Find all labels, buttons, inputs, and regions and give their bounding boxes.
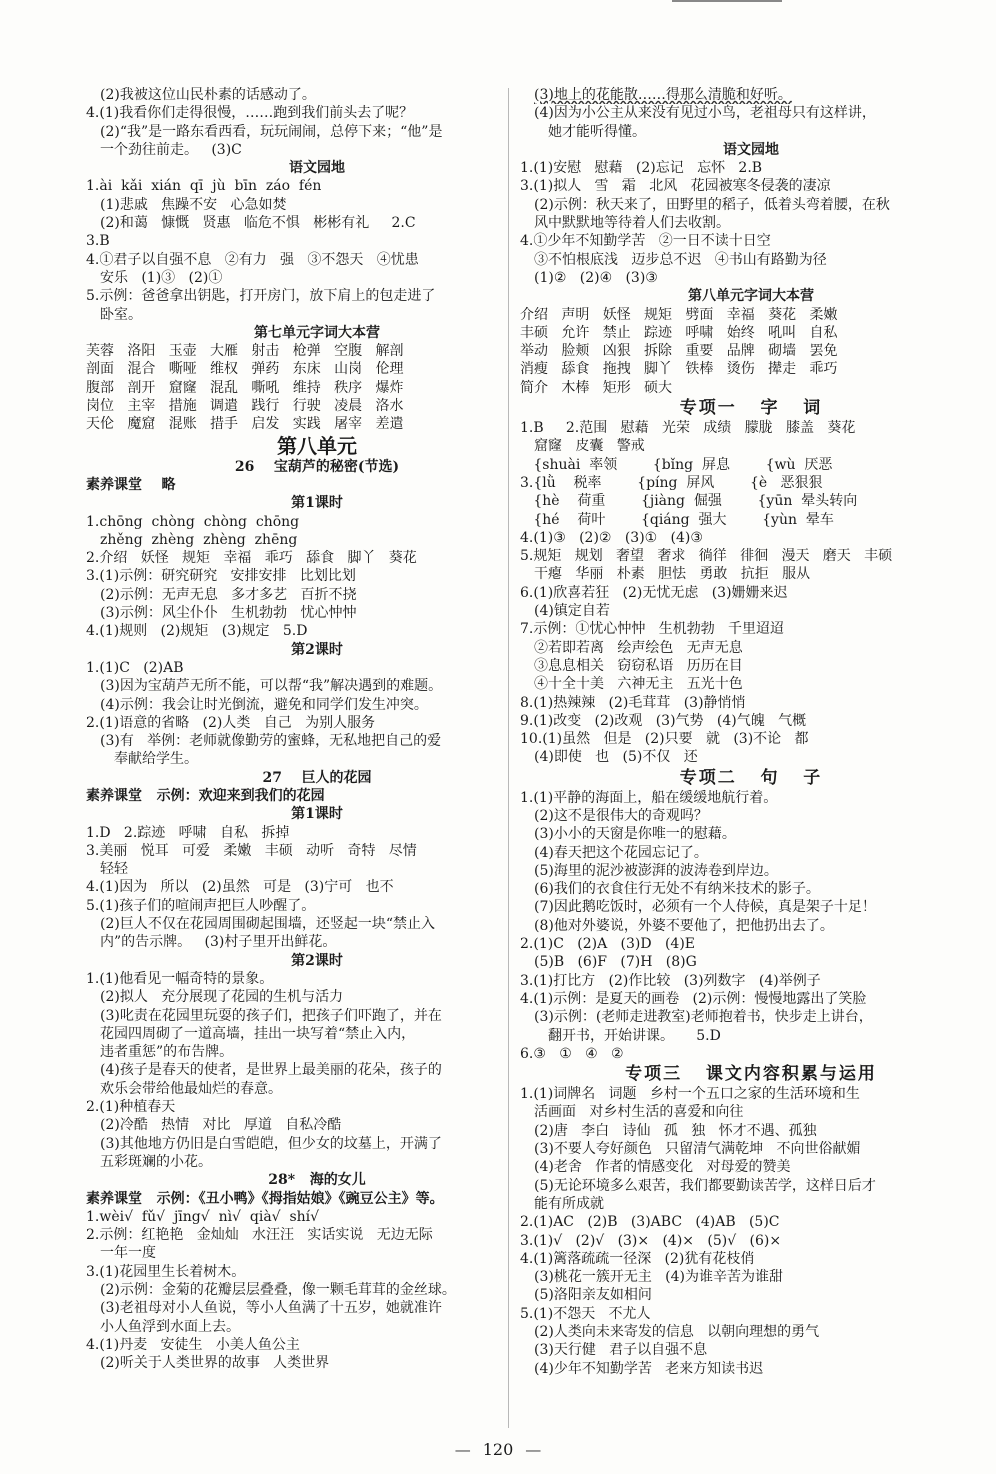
answer-line: 1.(1)词牌名 词题 乡村一个五口之家的生活环境和生: [520, 1086, 860, 1103]
answer-line: (3)天行健 君子以自强不息: [534, 1342, 708, 1359]
answer-line: {shuài 率领 {bǐng 屏息 {wù 厌恶: [520, 456, 833, 473]
section-heading: 专项二 句 子: [679, 767, 823, 788]
answer-line: (2)人类向未来寄发的信息 以朝向理想的勇气: [534, 1324, 820, 1340]
answer-line: 花园四周砌了一道高墙，挂出一块写着“禁止入内，: [100, 1025, 416, 1042]
answer-line: 6.③ ① ④ ②: [520, 1045, 624, 1062]
answer-line: 1.chōng chòng chòng chōng: [86, 513, 300, 530]
answer-line: 干瘪 华丽 朴素 胆怯 勇敢 抗拒 服从: [534, 566, 811, 583]
answer-line: 介绍 声明 妖怪 规矩 劈面 幸福 葵花 柔嫩: [520, 306, 838, 323]
answer-line: 3.(1)√ (2)√ (3)× (4)× (5)√ (6)×: [520, 1232, 782, 1249]
answer-line: (4)镇定自若: [534, 603, 610, 620]
answer-line: 腹部 剖开 窟窿 混乱 嘶吼 维持 秩序 爆炸: [86, 379, 404, 396]
answer-line: (3)其他地方仍旧是白雪皑皑，但少女的坟墓上，开满了: [100, 1135, 442, 1152]
answer-line: (4)春天把这个花园忘记了。: [534, 844, 708, 861]
answer-line: 违者重惩”的布告牌。: [100, 1044, 234, 1061]
answer-line: (1)② (2)④ (3)③: [534, 269, 658, 286]
answer-line: 4.(1)丹麦 安徒生 小美人鱼公主: [86, 1336, 300, 1353]
answer-line: (5)洛阳亲友如相问: [534, 1287, 652, 1304]
section-heading: 27 巨人的花园: [262, 769, 372, 786]
answer-line: 4.①少年不知勤学苦 ②一日不读十日空: [520, 233, 771, 250]
answer-line: 3.{lǜ 税率 {píng 屏风 {è 恶狠狠: [520, 474, 823, 491]
section-heading: 第八单元字词大本营: [688, 288, 814, 305]
answer-line: 剖面 混合 嘶哑 维权 弹药 东床 山岗 伦理: [86, 361, 404, 378]
answer-line: {hè 荷重 {jiàng 倔强 {yūn 晕头转向: [520, 493, 858, 510]
answer-line: (3)叱责在花园里玩耍的孩子们，把孩子们吓跑了，并在: [100, 1007, 442, 1024]
answer-line: (4)少年不知勤学苦 老来方知读书迟: [534, 1360, 764, 1377]
answer-line: (4)孩子是春天的使者，是世界上最美丽的花朵，孩子的: [100, 1062, 442, 1079]
answer-line: ④十全十美 六神无主 五光十色: [534, 676, 743, 693]
page-number: — 120 —: [0, 1440, 996, 1459]
answer-line: 4.(1)篱落疏疏一径深 (2)犹有花枝俏: [520, 1250, 755, 1267]
answer-line: 3.(1)拟人 雪 霜 北风 花园被寒冬侵袭的凄凉: [520, 178, 831, 195]
answer-line: ③不怕根底浅 迈步总不迟 ④书山有路勤为径: [534, 251, 827, 268]
answer-line: 岗位 主宰 措施 调遣 践行 行驶 凌晨 洛水: [86, 398, 404, 415]
answer-line: (1)悲戚 焦躁不安 心急如焚: [100, 196, 287, 213]
answer-line: 1.(1)平静的海面上，船在缓缓地航行着。: [520, 789, 778, 806]
answer-line: 举动 脸颊 凶狠 拆除 重要 品牌 砌墙 罢免: [520, 343, 838, 360]
answer-line: (3)桃花一簇开无主 (4)为谁辛苦为谁甜: [534, 1269, 784, 1286]
answer-line: 素养课堂 示例：《丑小鸭》《拇指姑娘》《豌豆公主》等。: [86, 1190, 444, 1207]
answer-line: 5.(1)孩子们的喧闹声把巨人吵醒了。: [86, 897, 316, 914]
top-edge-mark: [672, 0, 782, 8]
answer-line: (2)拟人 充分展现了花园的生机与活力: [100, 989, 344, 1006]
answer-line: 4.①君子以自强不息 ②有力 强 ③不怨天 ④忧患: [86, 251, 419, 268]
answer-line: 内”的告示牌。 (3)村子里开出鲜花。: [100, 934, 337, 951]
answer-line: 1.(1)他看见一幅奇特的景象。: [86, 970, 274, 987]
answer-line: 1.wèi√ fǔ√ jīng√ nì√ qià√ shí√: [86, 1208, 320, 1225]
answer-line: 8.(1)热辣辣 (2)毛茸茸 (3)静悄悄: [520, 694, 746, 711]
answer-line: 4.(1)③ (2)② (3)① (4)③: [520, 529, 703, 546]
answer-line: (4)即使 也 (5)不仅 还: [534, 749, 698, 766]
answer-line: 简介 木棒 矩形 硕大: [520, 379, 673, 396]
answer-line: 2.(1)种植春天: [86, 1099, 176, 1116]
answer-line: ②若即若离 绘声绘色 无声无息: [534, 639, 743, 656]
answer-line: (2)“我”是一路东看西看，玩玩闹闹，总停下来；“他”是: [100, 123, 443, 140]
section-heading: 第八单元: [277, 433, 357, 458]
answer-line: (2)巨人不仅在花园周围砌起围墙，还竖起一块“禁止入: [100, 916, 435, 933]
answer-line: 2.(1)语意的省略 (2)人类 自己 为别人服务: [86, 714, 376, 731]
answer-line: (3)示例：风尘仆仆 生机勃勃 忧心忡忡: [100, 605, 357, 622]
answer-line: 奉献给学生。: [114, 751, 198, 768]
answer-line: zhěng zhèng zhèng zhēng: [100, 531, 298, 548]
answer-line: 5.示例：爸爸拿出钥匙，打开房门，放下肩上的包走进了: [86, 288, 436, 305]
answer-line: 翻开书，开始讲课。 5.D: [548, 1027, 721, 1044]
answer-line: 丰硕 允许 禁止 踪迹 呼啸 始终 吼叫 自私: [520, 324, 838, 341]
section-heading: 第1课时: [291, 495, 343, 512]
section-heading: 第2课时: [291, 952, 343, 969]
section-heading: 28* 海的女儿: [268, 1172, 366, 1189]
answer-line: 2.示例：红艳艳 金灿灿 水汪汪 实话实说 无边无际: [86, 1227, 433, 1244]
answer-line: (2)我被这位山民朴素的话感动了。: [100, 87, 316, 103]
answer-line: 消瘦 舔食 拖拽 脚丫 铁棒 烫伤 撵走 乖巧: [520, 361, 838, 378]
answer-line: 1.ài kǎi xián qī jù bīn záo fén: [86, 178, 322, 195]
answer-line: (3)因为宝葫芦无所不能，可以帮“我”解决遇到的难题。: [100, 678, 443, 695]
answer-line: (2)示例：无声无息 多才多艺 百折不挠: [100, 586, 357, 603]
answer-line: (2)示例：金菊的花瓣层层叠叠，像一颗毛茸茸的金丝球。: [100, 1282, 456, 1298]
answer-line: 7.示例：①忧心忡忡 生机勃勃 千里迢迢: [520, 621, 785, 638]
answer-line: ③息息相关 窃窃私语 历历在目: [534, 657, 743, 674]
answer-line: 3.(1)打比方 (2)作比较 (3)列数字 (4)举例子: [520, 972, 821, 989]
answer-line: (5)无论环境多么艰苦，我们都要勤读苦学，这样日后才: [534, 1177, 876, 1194]
answer-line: 欢乐会带给他最灿烂的春意。: [100, 1080, 282, 1097]
answer-line: 4.(1)规则 (2)规矩 (3)规定 5.D: [86, 623, 308, 640]
answer-line: 安乐 (1)③ (2)①: [100, 269, 223, 286]
column-divider: [508, 88, 509, 1428]
answer-line: 小人鱼浮到水面上去。: [100, 1318, 240, 1335]
answer-line: (3)地上的花能散……得那么清脆和好听。: [534, 87, 792, 103]
answer-line: (2)听关于人类世界的故事 人类世界: [100, 1355, 330, 1372]
answer-line: 4.(1)因为 所以 (2)虽然 可是 (3)宁可 也不: [86, 879, 394, 896]
answer-line: 9.(1)改变 (2)改观 (3)气势 (4)气魄 气概: [520, 712, 807, 729]
answer-line: 素养课堂 略: [86, 476, 176, 493]
answer-line: 6.(1)欣喜若狂 (2)无忧无虑 (3)姗姗来迟: [520, 584, 788, 601]
answer-line: 2.介绍 妖怪 规矩 幸福 乖巧 舔食 脚丫 葵花: [86, 550, 417, 567]
answer-line: (7)因此鹅吃饭时，必须有一个人侍候，真是架子十足！: [534, 899, 876, 916]
answer-line: (3)老祖母对小人鱼说，等小人鱼满了十五岁，她就准许: [100, 1300, 442, 1317]
answer-line: 3.B: [86, 233, 110, 250]
answer-line: (4)老舍 作者的情感变化 对母爱的赞美: [534, 1159, 791, 1176]
answer-line: (8)他对外婆说，外婆不要他了，把他扔出去了。: [534, 917, 834, 934]
answer-line: 一年一度: [100, 1245, 156, 1262]
answer-line: 芙蓉 洛阳 玉壶 大雁 射击 枪弹 空腹 解剖: [86, 343, 404, 360]
section-heading: 语文园地: [289, 160, 345, 177]
answer-line: 五彩斑斓的小花。: [100, 1153, 212, 1170]
answer-line: 轻轻: [100, 861, 128, 878]
answer-line: (3)有 举例：老师就像勤劳的蜜蜂，无私地把自己的爱: [100, 733, 442, 750]
answer-line: (6)我们的衣食住行无处不有纳米技术的影子。: [534, 881, 820, 898]
section-heading: 第七单元字词大本营: [254, 324, 380, 341]
section-heading: 专项三 课文内容积累与运用: [625, 1064, 877, 1085]
answer-line: (3)不要人夸好颜色 只留清气满乾坤 不向世俗献媚: [534, 1141, 861, 1158]
answer-line: 1.(1)安慰 慰藉 (2)忘记 忘怀 2.B: [520, 160, 763, 177]
answer-line: 2.(1)AC (2)B (3)ABC (4)AB (5)C: [520, 1214, 780, 1231]
answer-line: (2)冷酷 热情 对比 厚道 自私冷酷: [100, 1117, 342, 1134]
section-heading: 第1课时: [291, 806, 343, 823]
answer-line: (2)这不是很伟大的奇观吗？: [534, 807, 708, 824]
answer-line: 1.B 2.范围 慰藉 光荣 成绩 朦胧 膝盖 葵花: [520, 420, 856, 437]
answer-line: 一个劲往前走。 (3)C: [100, 141, 242, 158]
answer-line: 5.(1)不怨天 不尤人: [520, 1305, 651, 1322]
section-heading: 专项一 字 词: [679, 398, 823, 419]
section-heading: 语文园地: [723, 141, 779, 158]
answer-line: 素养课堂 示例：欢迎来到我们的花园: [86, 787, 325, 804]
answer-line: (4)因为小公主从来没有见过小鸟，老祖母只有这样讲，: [534, 105, 876, 122]
answer-line: 5.规矩 规划 奢望 奢求 徜徉 徘徊 漫天 磨天 丰硕: [520, 548, 893, 565]
right-column: [520, 86, 982, 1378]
answer-line: (2)和蔼 慷慨 贤惠 临危不惧 彬彬有礼 2.C: [100, 215, 416, 232]
answer-line: 1.(1)C (2)AB: [86, 659, 184, 676]
answer-line: 能有所成就: [534, 1195, 604, 1212]
answer-line: 活画面 对乡村生活的喜爱和向往: [534, 1104, 744, 1121]
section-heading: 26 宝葫芦的秘密(节选): [234, 458, 400, 475]
answer-line: (3)小小的天窗是你唯一的慰藉。: [534, 826, 736, 843]
answer-line: 3.(1)花园里生长着树木。: [86, 1263, 246, 1280]
answer-line: 风中默默地等待着人们去收割。: [534, 215, 730, 232]
answer-line: 窟窿 皮囊 警戒: [534, 438, 645, 455]
answer-line: (5)海里的泥沙被澎湃的波涛卷到岸边。: [534, 862, 778, 879]
answer-line: 卧室。: [100, 306, 142, 323]
answer-line: 她才能听得懂。: [548, 123, 646, 140]
answer-line: 天伦 魔窟 混账 措手 启发 实践 屠宰 差遣: [86, 416, 404, 433]
answer-line: (4)示例：我会让时光倒流，避免和同学们发生冲突。: [100, 696, 428, 713]
answer-line: 2.(1)C (2)A (3)D (4)E: [520, 936, 695, 953]
answer-line: (5)B (6)F (7)H (8)G: [534, 954, 697, 971]
answer-line: {hé 荷叶 {qiáng 强大 {yùn 晕车: [520, 511, 834, 528]
answer-line: (2)唐 李白 诗仙 孤 独 怀才不遇、孤独: [534, 1122, 817, 1139]
answer-line: 4.(1)我看你们走得很慢，……跑到我们前头去了呢？: [86, 105, 414, 122]
answer-line: 10.(1)虽然 但是 (2)只要 就 (3)不论 都: [520, 731, 809, 748]
section-heading: 第2课时: [291, 641, 343, 658]
answer-line: 3.(1)示例：研究研究 安排安排 比划比划: [86, 568, 356, 585]
left-column: [86, 86, 548, 1372]
answer-line: (2)示例：秋天来了，田野里的稻子，低着头弯着腰，在秋: [534, 196, 890, 213]
answer-line: 1.D 2.踪迹 呼啸 自私 拆掉: [86, 824, 290, 841]
answer-line: 4.(1)示例：是夏天的画卷 (2)示例：慢慢地露出了笑脸: [520, 990, 867, 1007]
answer-line: (3)示例：(老师走进教室)老师抱着书，快步走上讲台，: [534, 1009, 873, 1026]
answer-line: 3.美丽 悦耳 可爱 柔嫩 丰硕 动听 奇特 尽情: [86, 842, 417, 859]
